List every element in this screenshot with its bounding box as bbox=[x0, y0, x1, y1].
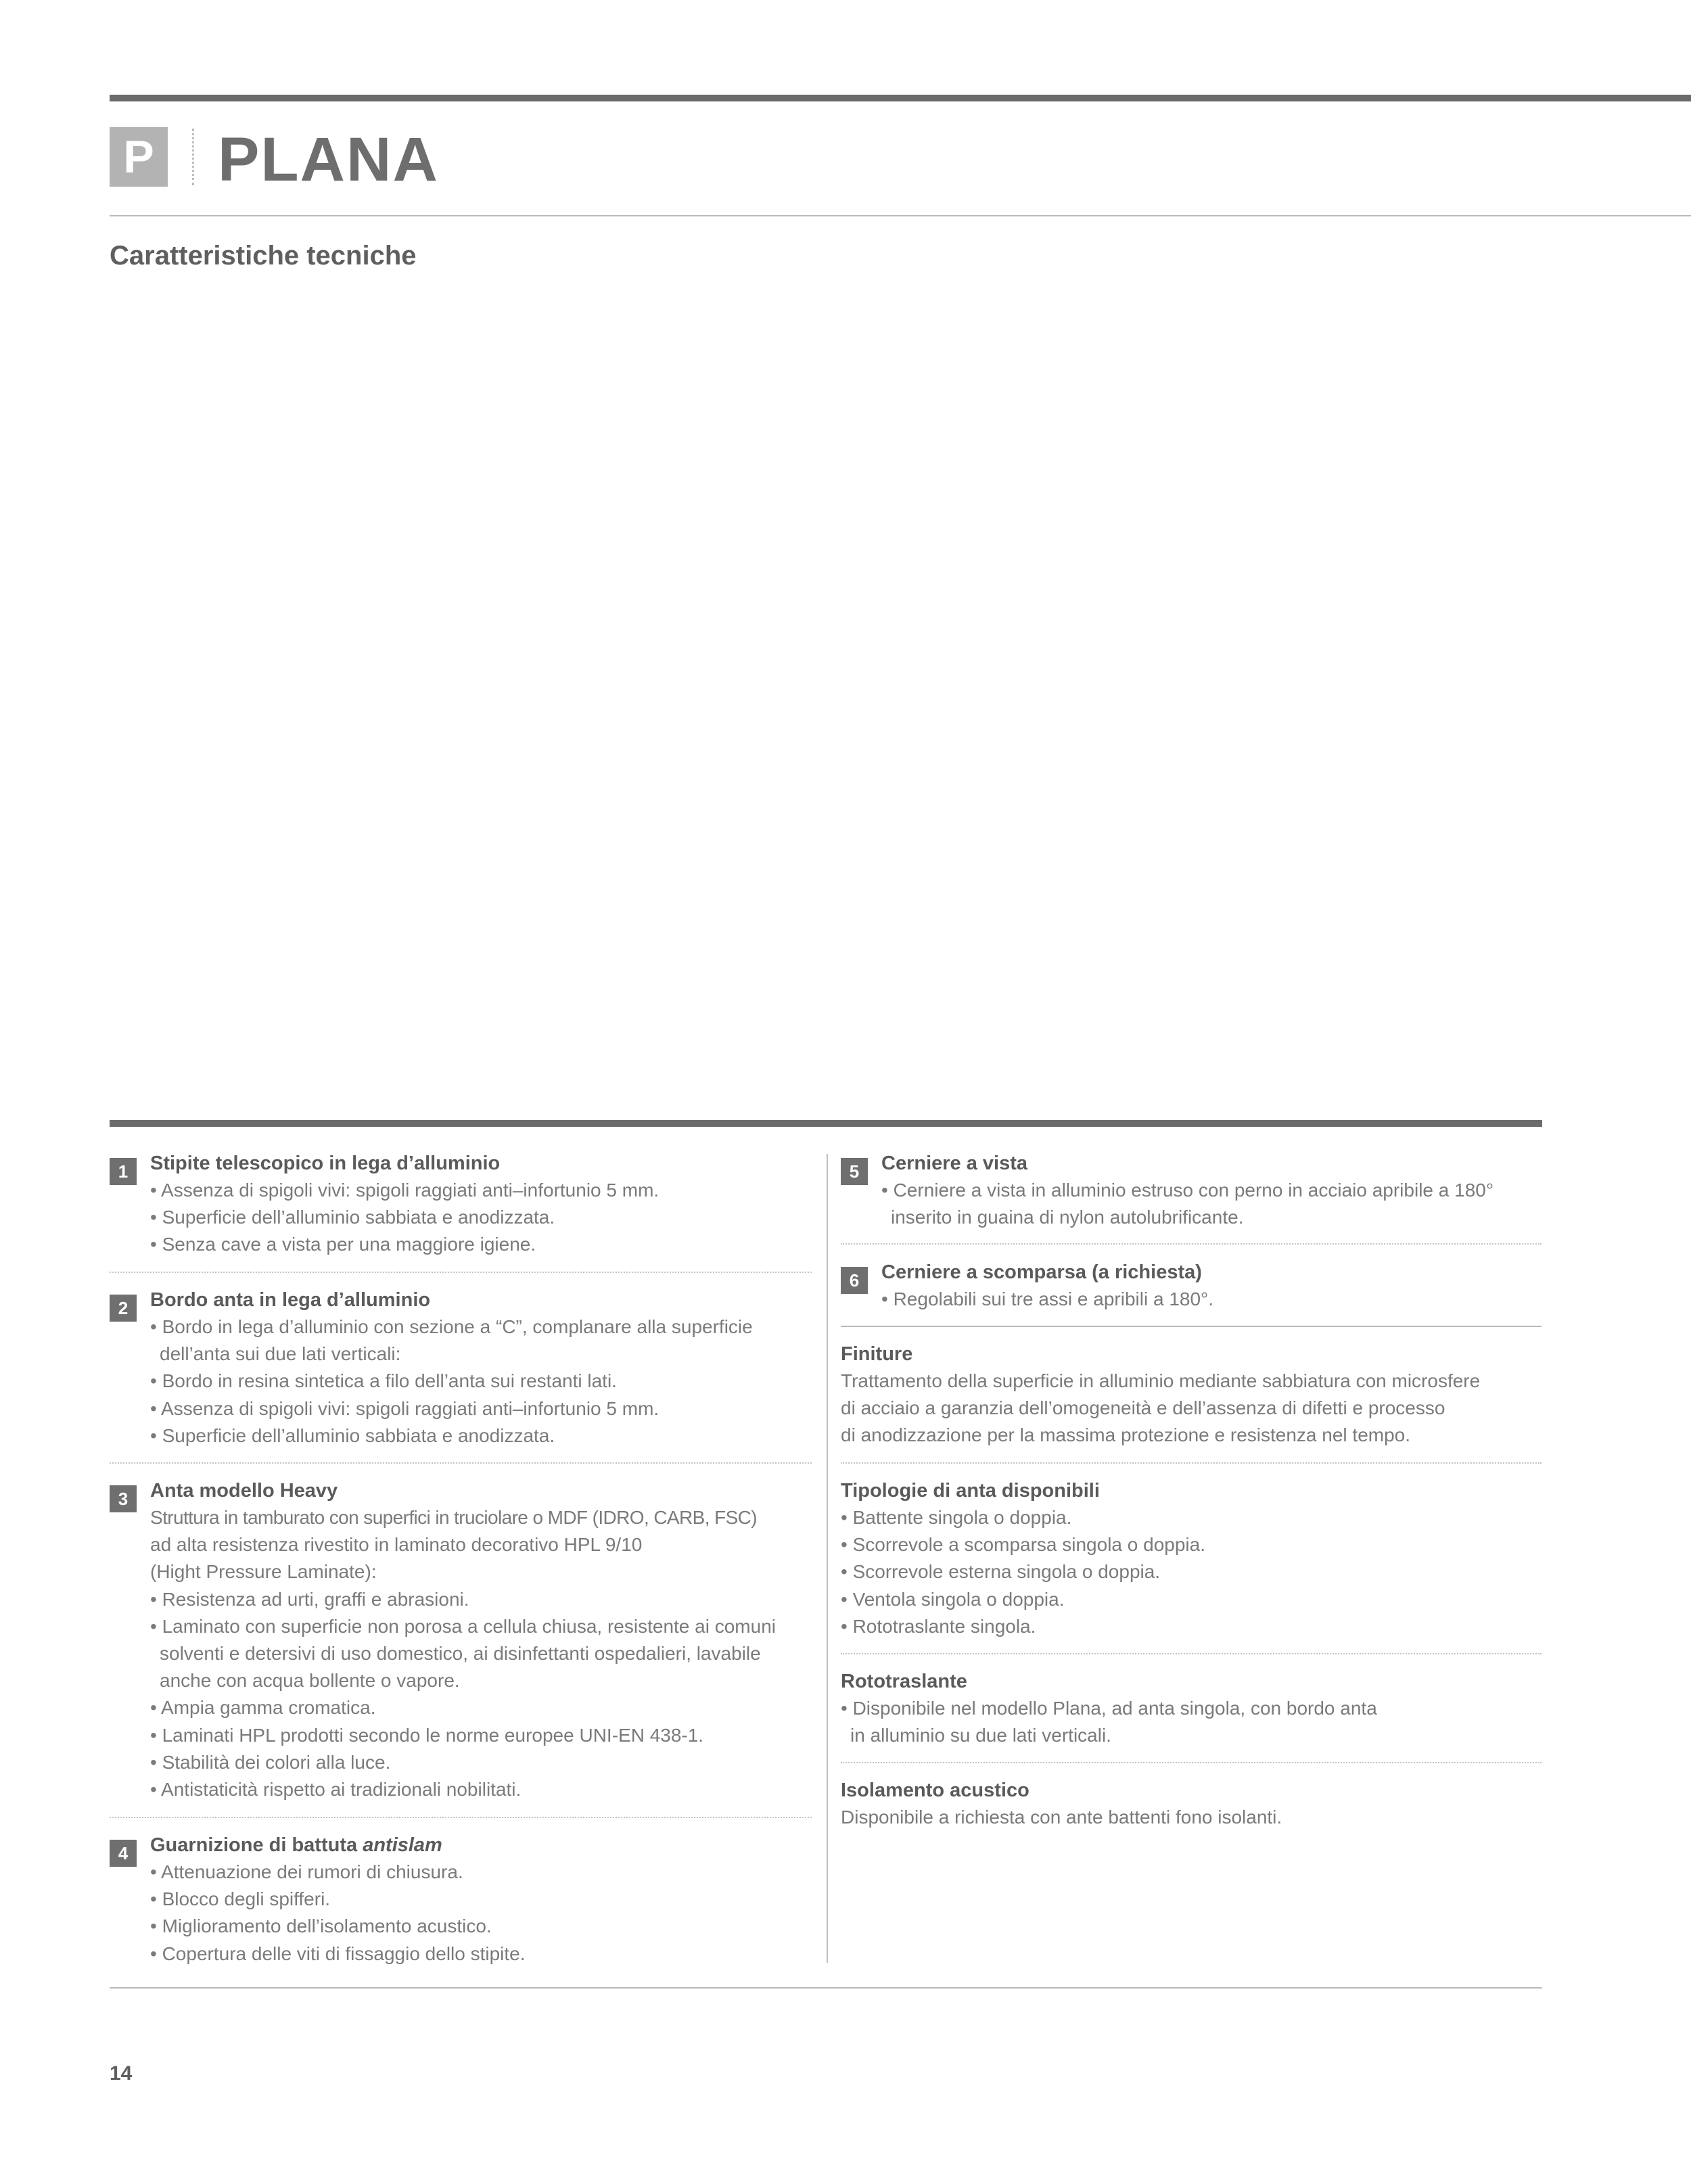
section-title-italic: antislam bbox=[363, 1834, 442, 1856]
page-number: 14 bbox=[110, 2062, 133, 2085]
section-title: Anta modello Heavy bbox=[150, 1480, 338, 1502]
section-line: • Assenza di spigoli vivi: spigoli raggiati anti–infortunio 5 mm. bbox=[150, 1180, 659, 1201]
section-number: 2 bbox=[110, 1295, 137, 1322]
section-title: Cerniere a vista bbox=[881, 1153, 1028, 1174]
section-title: Guarnizione di battuta antislam bbox=[150, 1834, 442, 1856]
section-title: Stipite telescopico in lega d’alluminio bbox=[150, 1153, 501, 1174]
section-rule bbox=[841, 1326, 1542, 1327]
section-line: • Superficie dell’alluminio sabbiata e anodizzata. bbox=[150, 1207, 555, 1228]
section-line: • Scorrevole esterna singola o doppia. bbox=[841, 1561, 1161, 1583]
section-line: anche con acqua bollente o vapore. bbox=[160, 1670, 460, 1692]
section-line: • Ventola singola o doppia. bbox=[841, 1588, 1065, 1610]
section-title: Bordo anta in lega d’alluminio bbox=[150, 1289, 431, 1311]
section-line: inserito in guaina di nylon autolubrificante. bbox=[891, 1207, 1244, 1228]
section-number: 4 bbox=[110, 1840, 137, 1867]
section-line: • Resistenza ad urti, graffi e abrasioni. bbox=[150, 1588, 469, 1610]
section-number: 5 bbox=[841, 1158, 868, 1185]
section-line: • Superficie dell’alluminio sabbiata e anodizzata. bbox=[150, 1424, 555, 1446]
spec-tipologie bbox=[841, 1477, 1205, 1640]
section-separator bbox=[841, 1243, 1542, 1245]
section-title: Finiture bbox=[841, 1343, 913, 1365]
section-separator bbox=[110, 1272, 812, 1273]
section-title: Cerniere a scomparsa (a richiesta) bbox=[881, 1261, 1202, 1283]
page-subtitle: Caratteristiche tecniche bbox=[110, 241, 417, 271]
section-number: 6 bbox=[841, 1267, 868, 1294]
section-line: • Copertura delle viti di fissaggio dello stipite. bbox=[150, 1943, 526, 1964]
page-title: PLANA bbox=[218, 125, 439, 194]
section-line: in alluminio su due lati verticali. bbox=[850, 1725, 1111, 1746]
section-line: • Scorrevole a scomparsa singola o doppia. bbox=[841, 1534, 1205, 1556]
section-line: • Attenuazione dei rumori di chiusura. bbox=[150, 1861, 463, 1882]
section-line: • Miglioramento dell’isolamento acustico. bbox=[150, 1915, 492, 1937]
section-separator bbox=[841, 1653, 1542, 1654]
section-line: • Bordo in resina sintetica a filo dell’anta sui restanti lati. bbox=[150, 1370, 617, 1392]
section-separator bbox=[841, 1462, 1542, 1464]
spec-finiture bbox=[841, 1341, 1480, 1449]
header-divider bbox=[192, 129, 194, 185]
section-line: di acciaio a garanzia dell’omogeneità e dell’assenza di difetti e processo bbox=[841, 1397, 1445, 1419]
section-line: • Disponibile nel modello Plana, ad anta singola, con bordo anta bbox=[841, 1698, 1377, 1719]
specs-bottom-rule bbox=[110, 1987, 1542, 1989]
section-line: Trattamento della superficie in alluminio mediante sabbiatura con microsfere bbox=[841, 1370, 1481, 1391]
spec-isolamento bbox=[841, 1777, 1282, 1831]
section-line: • Antistaticità rispetto ai tradizionali nobilitati. bbox=[150, 1779, 522, 1800]
section-line: • Stabilità dei colori alla luce. bbox=[150, 1751, 391, 1773]
specs-top-rule bbox=[110, 1120, 1542, 1127]
section-title: Isolamento acustico bbox=[841, 1780, 1029, 1801]
section-line: Struttura in tamburato con superfici in truciolare o MDF (IDRO, CARB, FSC) bbox=[150, 1507, 757, 1528]
section-title: Rototraslante bbox=[841, 1671, 967, 1692]
section-line: • Rototraslante singola. bbox=[841, 1615, 1036, 1637]
section-line: • Regolabili sui tre assi e apribili a 180°. bbox=[881, 1288, 1214, 1309]
section-number: 3 bbox=[110, 1485, 137, 1512]
section-line: • Blocco degli spifferi. bbox=[150, 1888, 331, 1910]
section-separator bbox=[110, 1817, 812, 1818]
section-line: • Assenza di spigoli vivi: spigoli raggiati anti–infortunio 5 mm. bbox=[150, 1397, 659, 1419]
section-line: • Cerniere a vista in alluminio estruso con perno in acciaio apribile a 180° bbox=[881, 1180, 1494, 1201]
section-title: Tipologie di anta disponibili bbox=[841, 1480, 1100, 1502]
section-line: ad alta resistenza rivestito in laminato decorativo HPL 9/10 bbox=[150, 1534, 643, 1556]
section-line: • Senza cave a vista per una maggiore igiene. bbox=[150, 1234, 536, 1255]
section-line: dell’anta sui due lati verticali: bbox=[160, 1343, 401, 1365]
section-line: solventi e detersivi di uso domestico, ai disinfettanti ospedalieri, lavabile bbox=[160, 1643, 761, 1665]
header-bottom-rule bbox=[110, 215, 1691, 216]
section-line: • Ampia gamma cromatica. bbox=[150, 1697, 376, 1719]
section-line: • Laminati HPL prodotti secondo le norme europee UNI-EN 438-1. bbox=[150, 1724, 704, 1746]
section-line: Disponibile a richiesta con ante battenti fono isolanti. bbox=[841, 1807, 1282, 1828]
column-divider bbox=[827, 1154, 828, 1963]
top-rule bbox=[110, 95, 1691, 101]
section-line: di anodizzazione per la massima protezione e resistenza nel tempo. bbox=[841, 1424, 1411, 1446]
section-number: 1 bbox=[110, 1158, 137, 1185]
section-line: (Hight Pressure Laminate): bbox=[150, 1561, 377, 1583]
section-separator bbox=[110, 1462, 812, 1464]
section-badge: P bbox=[110, 127, 168, 187]
section-separator bbox=[841, 1762, 1542, 1763]
spec-rototraslante bbox=[841, 1668, 1377, 1749]
section-line: • Laminato con superficie non porosa a cellula chiusa, resistente ai comuni bbox=[150, 1615, 776, 1637]
section-line: • Bordo in lega d’alluminio con sezione a “C”, complanare alla superficie bbox=[150, 1316, 753, 1337]
section-line: • Battente singola o doppia. bbox=[841, 1507, 1072, 1528]
